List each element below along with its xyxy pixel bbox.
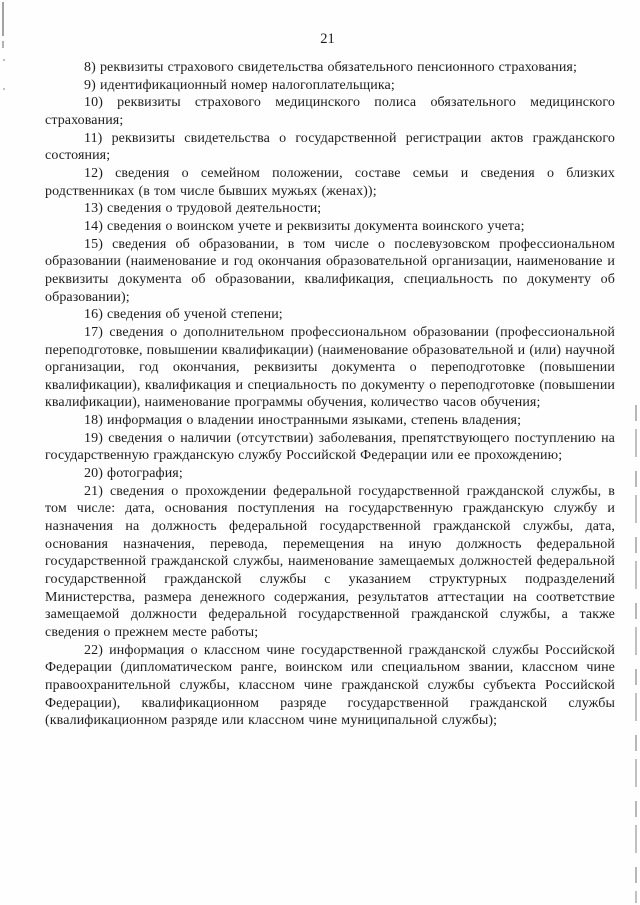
list-item-10: 10) реквизиты страхового медицинского полиса обязательного медицинского страхования; (45, 95, 615, 128)
scan-artifact-right-dashed-line (635, 405, 637, 903)
list-item-8: 8) реквизиты страхового свидетельства обязательного пенсионного страхования; (84, 60, 577, 75)
list-item-14: 14) сведения о воинском учете и реквизиты документа воинского учета; (84, 218, 525, 234)
scan-artifact-left-dot (3, 59, 5, 61)
list-item-17: 17) сведения о дополнительном профессиональном образовании (профессиональной переподготовке, повышении квалификации) (наименование образовательной и (или) научной организации, год окончания, реквизиты документа о переподготовке (повышении квалификации), квалификация и специальность по документу о переподготовке (повышении квалификации), наименование программы обучения, количество часов обучения; (45, 324, 615, 411)
list-item-20: 20) фотография; (84, 466, 183, 482)
list-item-11: 11) реквизиты свидетельства о государственной регистрации актов гражданского состояния; (45, 130, 615, 164)
document-body (45, 59, 615, 730)
list-item-13: 13) сведения о трудовой деятельности; (84, 201, 322, 217)
list-item-12: 12) сведения о семейном положении, составе семьи и сведения о близких родственниках (в том числе бывших мужьях (женах)); (45, 165, 615, 199)
list-item-19: 19) сведения о наличии (отсутствии) заболевания, препятствующего поступлению на государственную гражданскую службу Российской Федерации или ее прохождению; (45, 430, 615, 464)
list-item-18: 18) информация о владении иностранными языками, степень владения; (84, 413, 522, 429)
list-item-16: 16) сведения об ученой степени; (84, 307, 283, 323)
list-item-15: 15) сведения об образовании, в том числе о послевузовском профессиональном образовании (наименование и год окончания образовательной организации, наименование и реквизиты документа об образовании, квалификация, специальность по документу об образовании); (45, 236, 615, 305)
scan-artifact-left-dot (3, 88, 5, 90)
list-item-9: 9) идентификационный номер налогоплательщика; (84, 77, 395, 93)
list-item-22: 22) информация о классном чине государственной гражданской службы Российской Федерации (дипломатическом ранге, воинском или специальном звании, классном чине правоохранительной службы, классном чине гражданской службы субъекта Российской Федерации), квалификационном разряде государственной гражданской службы (квалификационном разряде или классном чине муниципальной службы); (45, 642, 615, 729)
list-item-21: 21) сведения о прохождении федеральной государственной гражданской службы, в том числе: дата, основания поступления на государственную гражданскую службу и назначения на должность федеральной государственной гражданской службы, дата, основания назначения, перевода, перемещения на иную должность федеральной государственной гражданской службы, наименование замещаемых должностей федеральной государственной гражданской службы с указанием структурных подразделений Министерства, размера денежного содержания, результатов аттестации на соответствие замещаемой должности федеральной государственной гражданской службы, а также сведения о прежнем месте работы; (45, 483, 615, 640)
page-number: 21 (320, 31, 335, 47)
